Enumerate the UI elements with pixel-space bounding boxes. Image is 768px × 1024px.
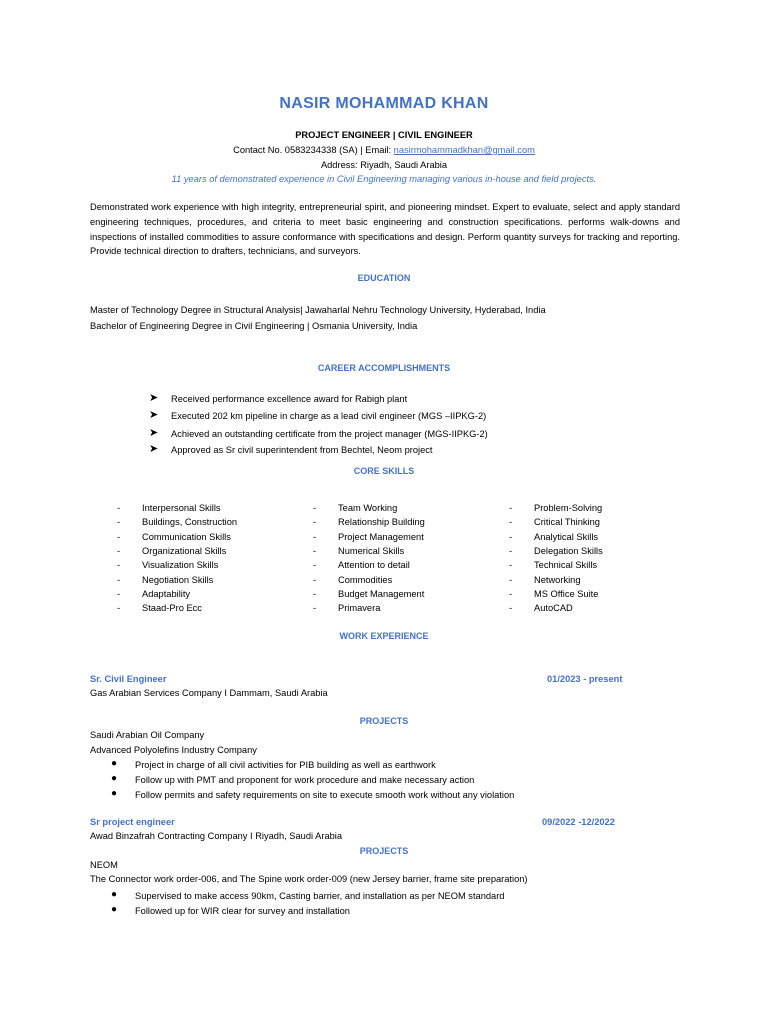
arrow-bullet-icon: ➤ (149, 427, 159, 439)
arrow-bullet-icon: ➤ (149, 392, 159, 404)
dash-bullet-icon: - (117, 517, 121, 528)
professional-summary: Demonstrated work experience with high integrity, entrepreneurial spirit, and pioneering mindset. Expert to evaluate, select and apply standard engineering techniques, procedures, and criteria to meet basic engineering and construction specifications. performs walk-downs and inspections of installed commodities to assure conformance with specifications and design. Perform quantity surveys for tracking and reporting. Provide technical direction to drafters, technicians, and surveyors. (90, 202, 680, 257)
accomplishment-item: Received performance excellence award for Rabigh plant (171, 394, 408, 404)
skill-item: Adaptability (142, 588, 191, 599)
bullet-icon: ● (111, 773, 118, 784)
arrow-bullet-icon: ➤ (149, 409, 159, 421)
skill-item: Team Working (338, 503, 398, 513)
dash-bullet-icon: - (117, 503, 121, 513)
accomplishment-item: Achieved an outstanding certificate from the project manager (MGS-IIPKG-2) (171, 429, 488, 439)
job-title: Sr. Civil Engineer (90, 674, 167, 684)
dash-bullet-icon: - (313, 531, 317, 542)
job-title: Sr project engineer (90, 817, 175, 827)
dash-bullet-icon: - (509, 588, 513, 599)
dash-bullet-icon: - (117, 588, 121, 599)
skill-item: Commodities (338, 574, 393, 585)
job-bullet: Supervised to make access 90km, Casting barrier, and installation as per NEOM standard (135, 891, 505, 901)
projects-heading: PROJECTS (359, 846, 409, 856)
dash-bullet-icon: - (509, 560, 513, 571)
email-link[interactable]: nasirmohammadkhan@gmail.com (393, 145, 535, 155)
accomplishment-item: Approved as Sr civil superintendent from Bechtel, Neom project (171, 445, 433, 455)
dash-bullet-icon: - (313, 588, 317, 599)
bullet-icon: ● (111, 889, 118, 900)
arrow-bullet-icon: ➤ (149, 443, 159, 455)
skill-item: Communication Skills (142, 531, 231, 542)
dash-bullet-icon: - (509, 517, 513, 528)
skill-item: Relationship Building (338, 517, 425, 528)
client-line: NEOM (90, 860, 118, 870)
contact-line (0, 144, 768, 156)
dash-bullet-icon: - (117, 545, 121, 556)
dash-bullet-icon: - (313, 545, 317, 556)
skill-item: Negotiation Skills (142, 574, 214, 585)
bullet-icon: ● (111, 758, 118, 769)
job-bullet: Project in charge of all civil activities for PIB building as well as earthwork (135, 760, 436, 770)
skill-item: Buildings, Construction (142, 517, 238, 528)
client-line: The Connector work order-006, and The Spine work order-009 (new Jersey barrier, frame site preparation) (90, 874, 528, 884)
skill-item: Visualization Skills (142, 560, 219, 571)
skill-item: Networking (534, 574, 581, 585)
dash-bullet-icon: - (509, 503, 513, 513)
education-heading: EDUCATION (357, 273, 411, 283)
dash-bullet-icon: - (509, 603, 513, 614)
skill-item: Attention to detail (338, 560, 410, 571)
skill-item: Technical Skills (534, 560, 598, 571)
resume-name: NASIR MOHAMMAD KHAN (279, 95, 489, 112)
job-bullet: Followed up for WIR clear for survey and installation (135, 906, 350, 916)
company: Gas Arabian Services Company I Dammam, Saudi Arabia (90, 688, 328, 698)
skill-item: Analytical Skills (534, 531, 599, 542)
dash-bullet-icon: - (117, 574, 121, 585)
dash-bullet-icon: - (509, 574, 513, 585)
experience-heading: WORK EXPERIENCE (339, 631, 429, 641)
skill-item: Organizational Skills (142, 545, 227, 556)
accomplishments-heading: CAREER ACCOMPLISHMENTS (317, 363, 451, 373)
skill-item: MS Office Suite (534, 588, 599, 599)
tagline: 11 years of demonstrated experience in Civil Engineering managing various in-house and field projects. (171, 174, 597, 184)
skill-item: Project Management (338, 531, 424, 542)
bullet-icon: ● (111, 904, 118, 915)
skill-item: AutoCAD (534, 603, 573, 614)
projects-heading: PROJECTS (359, 716, 409, 726)
client-line: Advanced Polyolefins Industry Company (90, 745, 257, 755)
dash-bullet-icon: - (313, 603, 317, 614)
job-dates: 09/2022 -12/2022 (542, 817, 615, 827)
dash-bullet-icon: - (313, 503, 317, 513)
bullet-icon: ● (111, 788, 118, 799)
client-line: Saudi Arabian Oil Company (90, 730, 205, 740)
job-bullet: Follow permits and safety requirements on site to execute smooth work without any violation (135, 790, 515, 800)
dash-bullet-icon: - (313, 560, 317, 571)
job-title: PROJECT ENGINEER | CIVIL ENGINEER (295, 130, 473, 140)
skill-item: Numerical Skills (338, 545, 405, 556)
skill-item: Critical Thinking (534, 517, 600, 528)
dash-bullet-icon: - (313, 517, 317, 528)
dash-bullet-icon: - (117, 531, 121, 542)
skill-item: Primavera (338, 603, 381, 614)
dash-bullet-icon: - (509, 545, 513, 556)
job-dates: 01/2023 - present (547, 674, 623, 684)
dash-bullet-icon: - (509, 531, 513, 542)
dash-bullet-icon: - (117, 560, 121, 571)
skill-item: Interpersonal Skills (142, 503, 221, 513)
skill-item: Staad-Pro Ecc (142, 603, 202, 614)
company: Awad Binzafrah Contracting Company I Riyadh, Saudi Arabia (90, 831, 343, 841)
dash-bullet-icon: - (117, 603, 121, 614)
education-item: Bachelor of Engineering Degree in Civil Engineering | Osmania University, India (90, 321, 418, 331)
education-item: Master of Technology Degree in Structural Analysis| Jawaharlal Nehru Technology University, Hyderabad, India (90, 305, 546, 315)
skills-heading: CORE SKILLS (353, 466, 415, 476)
contact-text: Contact No. 0583234338 (SA) | Email: (233, 145, 394, 155)
accomplishment-item: Executed 202 km pipeline in charge as a lead civil engineer (MGS –IIPKG-2) (171, 411, 487, 421)
job-bullet: Follow up with PMT and proponent for work procedure and make necessary action (135, 775, 475, 785)
skill-item: Problem-Solving (534, 503, 603, 513)
dash-bullet-icon: - (313, 574, 317, 585)
skill-item: Budget Management (338, 588, 425, 599)
address: Address: Riyadh, Saudi Arabia (320, 160, 448, 170)
skill-item: Delegation Skills (534, 545, 603, 556)
